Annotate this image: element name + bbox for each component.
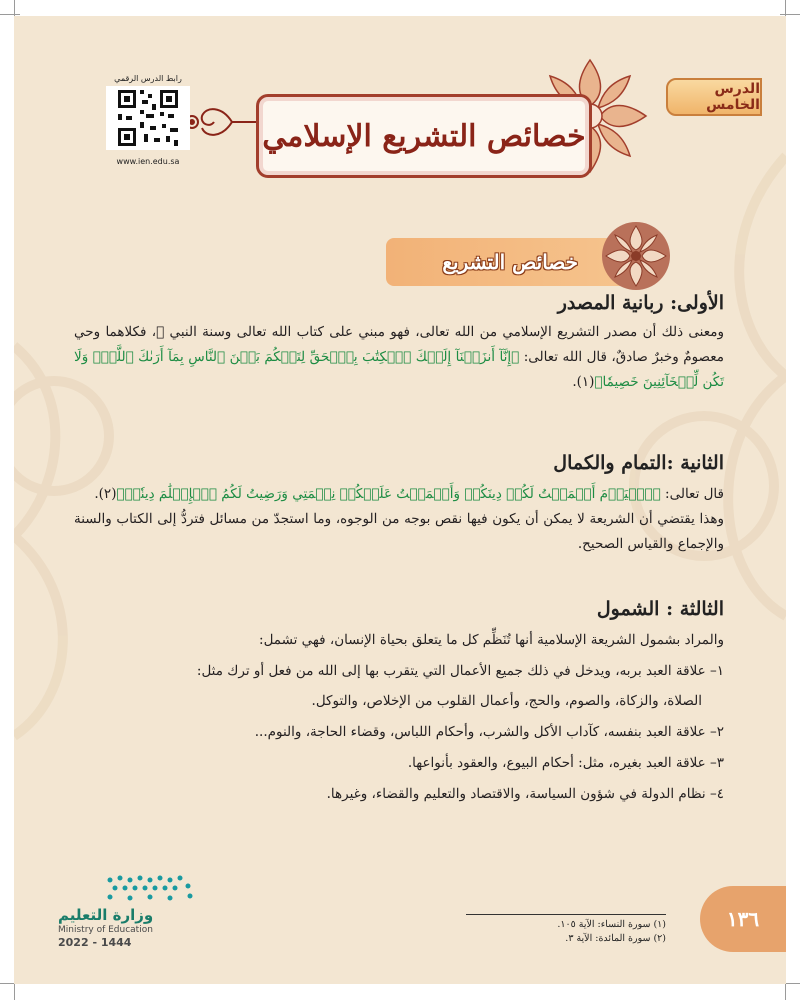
qr-url[interactable]: www.ien.edu.sa <box>116 157 180 166</box>
section-rosette-ornament <box>598 218 674 294</box>
section-third <box>74 598 724 813</box>
text-second-pre: قال تعالى: <box>660 486 724 502</box>
page <box>14 16 786 984</box>
qr-code-icon[interactable] <box>106 86 190 150</box>
lesson-tag: الدرس الخامس <box>666 78 762 116</box>
quran-verse-first: ﴿إِنَّآ أَنزَلۡنَآ إِلَيۡكَ ٱلۡكِتَٰبَ بِٱلۡحَقِّ لِتَحۡكُمَ بَيۡنَ ٱلنَّاسِ بِمَآ أَرَىٰكَ ٱللَّهُۚ وَلَا تَكُن لِّلۡخَآئِنِينَ خَصِيمٗا﴾ <box>74 349 724 390</box>
ministry-year: 2022 - 1444 <box>58 936 132 949</box>
footnote: (١) سورة النساء: الآية ١٠٥. <box>557 919 666 930</box>
section-title: خصائص التشريع <box>442 250 578 274</box>
list-item-text: ٢– علاقة العبد بنفسه، كآداب الأكل والشرب، وأحكام اللباس، وقضاء الحاجة، والنوم... <box>254 724 724 740</box>
list-item <box>74 751 724 775</box>
footnotes <box>466 914 666 946</box>
scope-list <box>74 659 724 806</box>
text-first-line2: فكلاهما وحي معصومٌ وخبرٌ صادقٌ، قال الله تعالى: <box>74 324 724 365</box>
lesson-title: خصائص التشريع الإسلامي <box>262 118 586 154</box>
list-item-text: ٣– علاقة العبد بغيره، مثل: أحكام البيوع، والعقود بأنواعها. <box>407 755 724 771</box>
heading-first: الأولى: ربانية المصدر <box>557 292 724 314</box>
ministry-name-ar: وزارة التعليم <box>58 906 154 924</box>
qr-block[interactable] <box>106 74 190 166</box>
crop-mark <box>780 14 800 15</box>
title-box <box>256 94 592 178</box>
crop-mark <box>0 14 20 15</box>
list-item <box>74 720 724 744</box>
heading-third: الثالثة : الشمول <box>596 598 724 620</box>
list-item <box>74 659 724 713</box>
section-second <box>74 452 724 557</box>
paragraph-second: وهذا يقتضي أن الشريعة لا يمكن أن يكون فيها نقص بوجه من الوجوه، وما استجدّ من مسائل فتردُّ إلى الكتاب والسنة والإجماع والقياس الصحيح. <box>74 511 724 552</box>
paragraph-second-quote <box>74 482 724 507</box>
quran-verse-second: ﴿ٱلۡيَوۡمَ أَكۡمَلۡتُ لَكُمۡ دِينَكُمۡ وَأَتۡمَمۡتُ عَلَيۡكُمۡ نِعۡمَتِي وَرَضِيتُ لَكُمُ ٱلۡإِسۡلَٰمَ دِينٗاۚ﴾ <box>116 486 661 502</box>
qr-label: رابط الدرس الرقمي <box>114 74 182 83</box>
ministry-name-en: Ministry of Education <box>58 925 153 935</box>
footnote-ref-1: (١). <box>572 374 595 390</box>
title-scroll-ornament <box>182 102 266 142</box>
heading-second: الثانية :التمام والكمال <box>553 452 724 474</box>
list-item-text: ٤– نظام الدولة في شؤون السياسة، والاقتصاد والتعليم والقضاء، وغيرها. <box>326 786 724 802</box>
ministry-dots-icon <box>104 874 196 904</box>
text-first-line1: ومعنى ذلك أن مصدر التشريع الإسلامي من الله تعالى، فهو مبني على كتاب الله تعالى وسنة النبي ﷺ، <box>151 324 724 340</box>
paragraph-third-intro: والمراد بشمول الشريعة الإسلامية أنها تُنَظِّم كل ما يتعلق بحياة الإنسان، فهي تشمل: <box>259 632 724 648</box>
list-item-text: ١– علاقة العبد بربه، ويدخل في ذلك جميع الأعمال التي يتقرب بها إلى الله من فعل أو ترك مثل: <box>196 663 724 679</box>
footnote-ref-2: (٢). <box>94 486 117 502</box>
page-number: ١٣٦ <box>700 886 786 952</box>
footnote: (٢) سورة المائدة: الآية ٣. <box>565 933 666 944</box>
paragraph-first <box>74 320 724 395</box>
ministry-logo <box>58 874 198 949</box>
list-item <box>74 782 724 806</box>
section-first <box>74 292 724 395</box>
list-item-sub: الصلاة، والزكاة، والصوم، والحج، وأعمال القلوب من الإخلاص، والتوكل. <box>311 693 702 709</box>
